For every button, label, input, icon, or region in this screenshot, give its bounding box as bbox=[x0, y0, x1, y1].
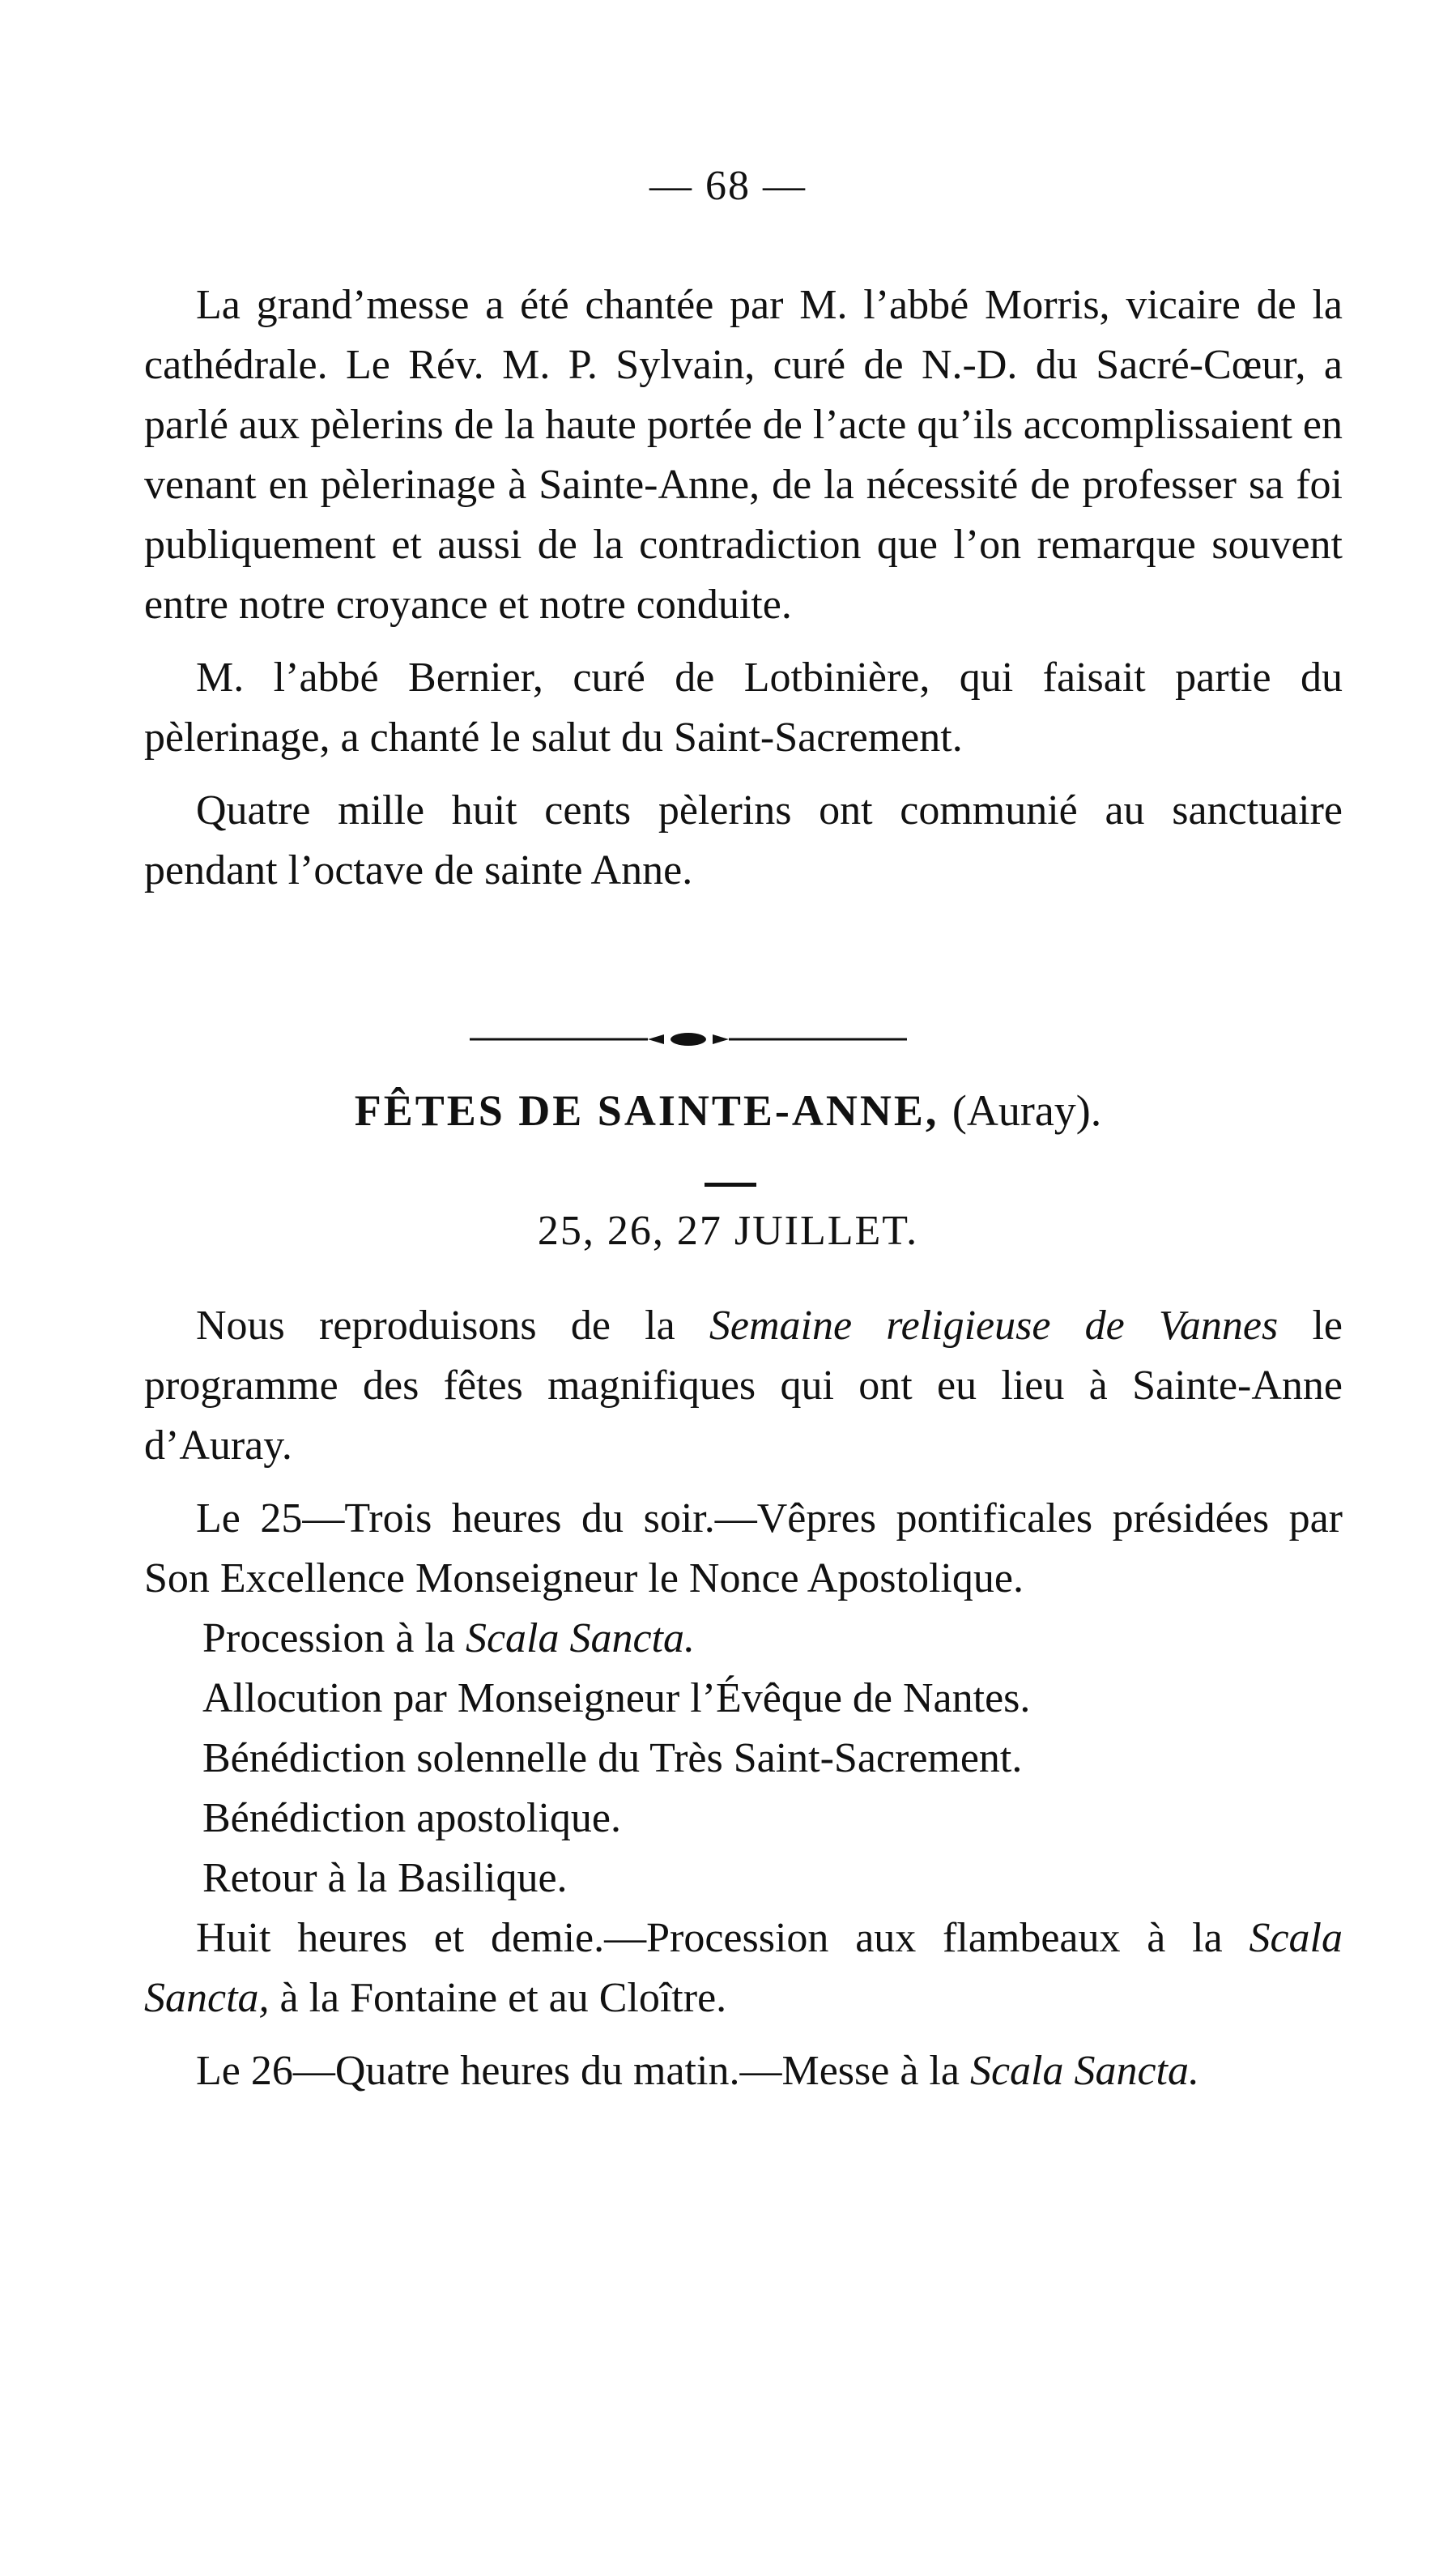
heading-title: FÊTES DE SAINTE-ANNE, bbox=[354, 1086, 939, 1135]
page-number: — 68 — bbox=[649, 163, 807, 209]
heading-place: (Auray). bbox=[952, 1086, 1102, 1135]
program-item-retour: Retour à la Basilique. bbox=[202, 1855, 568, 1901]
intro-publication-title: Semaine religieuse de Vannes bbox=[709, 1303, 1279, 1349]
program-item-procession bbox=[144, 1609, 1343, 1669]
intro-text: Nous reproduisons de la bbox=[196, 1303, 709, 1349]
huit-heures-place: Scala Sancta, bbox=[144, 1915, 1343, 2021]
heading-rule bbox=[705, 1183, 756, 1187]
paragraph-communion: Quatre mille huit cents pèlerins ont communié au sanctuaire pendant l’octave de sainte Anne. bbox=[144, 787, 1343, 893]
ornament-divider bbox=[470, 1027, 907, 1051]
day-26-text: Le 26—Quatre heures du matin.—Messe à la bbox=[196, 2048, 970, 2094]
day-26-place: Scala Sancta. bbox=[969, 2048, 1199, 2094]
program-item-benediction-solennelle: Bénédiction solennelle du Très Saint-Sacrement. bbox=[202, 1735, 1023, 1781]
paragraph-huit-heures bbox=[144, 1908, 1343, 2028]
huit-heures-text: Huit heures et demie.—Procession aux flambeaux à la bbox=[196, 1915, 1250, 1961]
dates-line: 25, 26, 27 JUILLET. bbox=[537, 1208, 919, 1254]
section-pilgrimage-report bbox=[144, 275, 1343, 901]
paragraph-day-25: Le 25—Trois heures du soir.—Vêpres pontificales présidées par Son Excellence Monseigneur le Nonce Apostolique. bbox=[144, 1495, 1343, 1601]
huit-heures-text-end: à la Fontaine et au Cloître. bbox=[269, 1975, 727, 2021]
procession-text: Procession à la bbox=[202, 1615, 466, 1661]
procession-place: Scala Sancta. bbox=[465, 1615, 695, 1661]
section-heading bbox=[0, 1085, 1456, 1136]
program-item-allocution: Allocution par Monseigneur l’Évêque de Nantes. bbox=[202, 1675, 1031, 1721]
paragraph-intro bbox=[144, 1296, 1343, 1476]
paragraph-mass: La grand’messe a été chantée par M. l’abbé Morris, vicaire de la cathédrale. Le Rév. M. P. Sylvain, curé de N.-D. du Sacré-Cœur, a parlé aux pèlerins de la haute portée de l’acte qu’ils accomplissaient en venant en pèlerinage à Sainte-Anne, de la nécessité de professer sa foi publiquement et aussi de la contradiction que l’on remarque souvent entre notre croyance et notre conduite. bbox=[144, 282, 1343, 628]
intro-text-end: le programme des fêtes magnifiques qui ont eu lieu à Sainte-Anne d’Auray. bbox=[144, 1303, 1343, 1469]
paragraph-bernier: M. l’abbé Bernier, curé de Lotbinière, qui faisait partie du pèlerinage, a chanté le salut du Saint-Sacrement. bbox=[144, 655, 1343, 761]
section-program bbox=[144, 1296, 1343, 2101]
paragraph-day-26 bbox=[144, 2041, 1343, 2101]
program-item-benediction-apostolique: Bénédiction apostolique. bbox=[202, 1795, 622, 1841]
